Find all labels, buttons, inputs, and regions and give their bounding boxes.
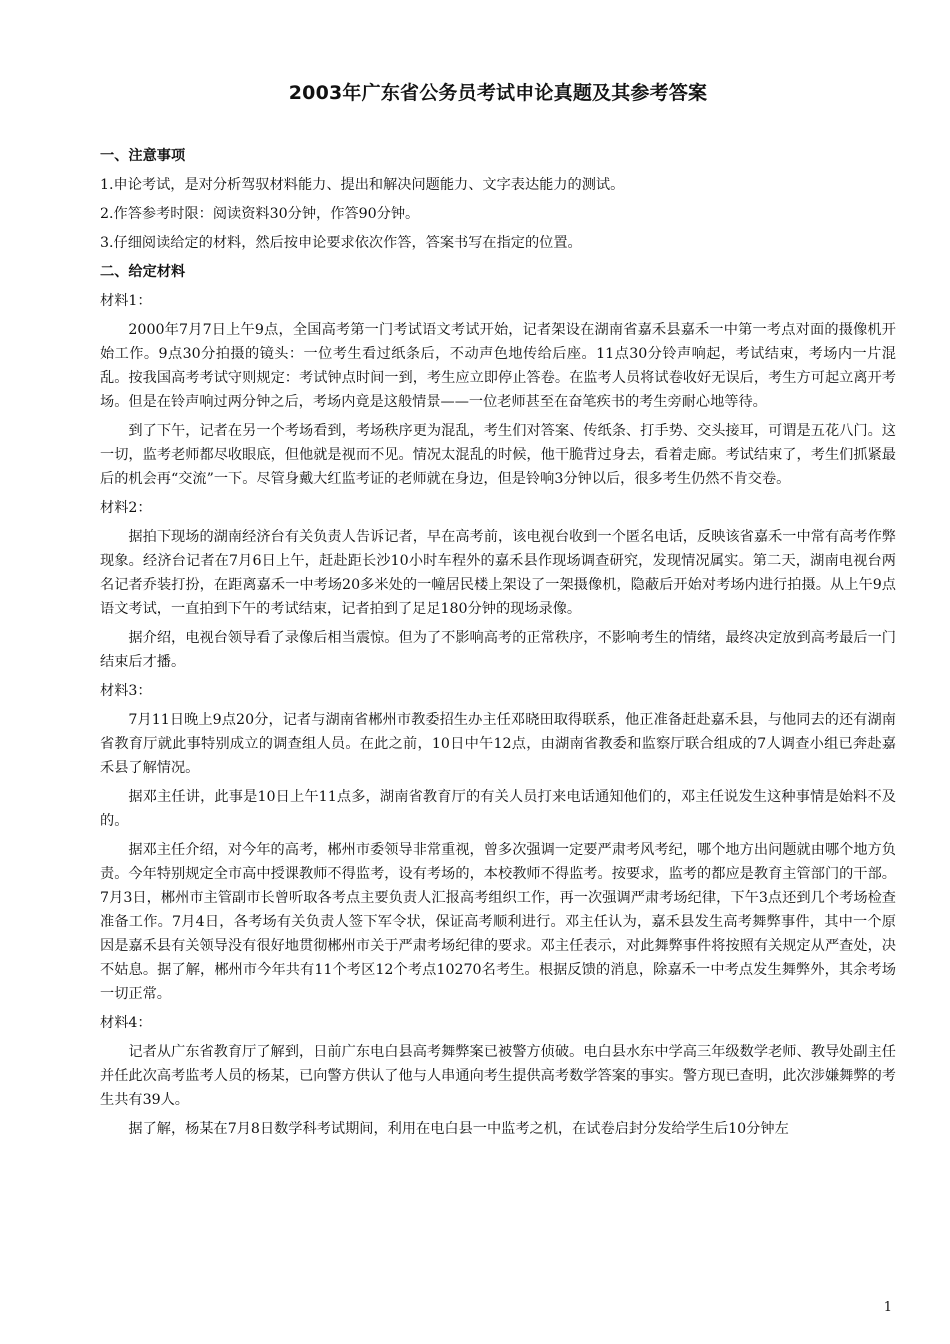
- material-2-paragraph: 据拍下现场的湖南经济台有关负责人告诉记者，早在高考前，该电视台收到一个匿名电话，反映该省嘉禾一中常有高考作弊现象。经济台记者在7月6日上午，赶赴距长沙10小时车程外的嘉禾县作现场调查研究，发现情况属实。第二天，湖南电视台两名记者乔装打扮，在距离嘉禾一中考场20多米处的一幢居民楼上架设了一架摄像机，隐蔽后开始对考场内进行拍摄。从上午9点语文考试，一直拍到下午的考试结束，记者拍到了足足180分钟的现场录像。: [100, 529, 896, 617]
- page-number: 1: [883, 1300, 892, 1315]
- document-title: 2003年广东省公务员考试申论真题及其参考答案: [288, 82, 708, 104]
- material-3-label: 材料3：: [100, 683, 152, 699]
- note-item: 1.申论考试，是对分析驾驭材料能力、提出和解决问题能力、文字表达能力的测试。: [100, 177, 625, 193]
- material-4-label: 材料4：: [100, 1015, 152, 1031]
- note-item: 3.仔细阅读给定的材料，然后按申论要求依次作答，答案书写在指定的位置。: [100, 235, 582, 251]
- material-4-paragraph: 记者从广东省教育厅了解到，日前广东电白县高考舞弊案已被警方侦破。电白县水东中学高三年级数学老师、教导处副主任并任此次高考监考人员的杨某，已向警方供认了他与人串通向考生提供高考数学答案的事实。警方现已查明，此次涉嫌舞弊的考生共有39人。: [100, 1044, 896, 1108]
- material-1-label: 材料1：: [100, 293, 152, 309]
- material-2-label: 材料2：: [100, 500, 152, 516]
- document-body: [100, 144, 896, 1146]
- material-4-paragraph: 据了解，杨某在7月8日数学科考试期间，利用在电白县一中监考之机，在试卷启封分发给学生后10分钟左: [128, 1121, 789, 1137]
- material-3-paragraph: 据邓主任讲，此事是10日上午11点多，湖南省教育厅的有关人员打来电话通知他们的，邓主任说发生这种事情是始料不及的。: [100, 789, 896, 829]
- section-heading-notes: 一、注意事项: [100, 148, 186, 164]
- material-1-paragraph: 到了下午，记者在另一个考场看到，考场秩序更为混乱，考生们对答案、传纸条、打手势、交头接耳，可谓是五花八门。这一切，监考老师都尽收眼底，但他就是视而不见。情况太混乱的时候，他干脆背过身去，看着走廊。考试结束了，考生们抓紧最后的机会再“交流”一下。尽管身戴大红监考证的老师就在身边，但是铃响3分钟以后，很多考生仍然不肯交卷。: [100, 423, 896, 487]
- material-1-paragraph: 2000年7月7日上午9点，全国高考第一门考试语文考试开始，记者架设在湖南省嘉禾县嘉禾一中第一考点对面的摄像机开始工作。9点30分拍摄的镜头：一位考生看过纸条后，不动声色地传给后座。11点30分铃声响起，考试结束，考场内一片混乱。按我国高考考试守则规定：考试钟点时间一到，考生应立即停止答卷。在监考人员将试卷收好无误后，考生方可起立离开考场。但是在铃声响过两分钟之后，考场内竟是这般情景——一位老师甚至在奋笔疾书的考生旁耐心地等待。: [100, 322, 896, 410]
- section-heading-materials: 二、给定材料: [100, 264, 186, 280]
- note-item: 2.作答参考时限：阅读资料30分钟，作答90分钟。: [100, 206, 420, 222]
- material-2-paragraph: 据介绍，电视台领导看了录像后相当震惊。但为了不影响高考的正常秩序，不影响考生的情绪，最终决定放到高考最后一门结束后才播。: [100, 630, 896, 670]
- material-3-paragraph: 7月11日晚上9点20分，记者与湖南省郴州市教委招生办主任邓晓田取得联系，他正准备赶赴嘉禾县，与他同去的还有湖南省教育厅就此事特别成立的调查组人员。在此之前，10日中午12点，由湖南省教委和监察厅联合组成的7人调查小组已奔赴嘉禾县了解情况。: [100, 712, 896, 776]
- material-3-paragraph: 据邓主任介绍，对今年的高考，郴州市委领导非常重视，曾多次强调一定要严肃考风考纪，哪个地方出问题就由哪个地方负责。今年特别规定全市高中授课教师不得监考，设有考场的，本校教师不得监考。按要求，监考的都应是教育主管部门的干部。7月3日，郴州市主管副市长曾听取各考点主要负责人汇报高考组织工作，再一次强调严肃考场纪律，下午3点还到几个考场检查准备工作。7月4日，各考场有关负责人签下军令状，保证高考顺利进行。邓主任认为，嘉禾县发生高考舞弊事件，其中一个原因是嘉禾县有关领导没有很好地贯彻郴州市关于严肃考场纪律的要求。邓主任表示，对此舞弊事件将按照有关规定从严查处，决不姑息。据了解，郴州市今年共有11个考区12个考点10270名考生。根据反馈的消息，除嘉禾一中考点发生舞弊外，其余考场一切正常。: [100, 842, 896, 1002]
